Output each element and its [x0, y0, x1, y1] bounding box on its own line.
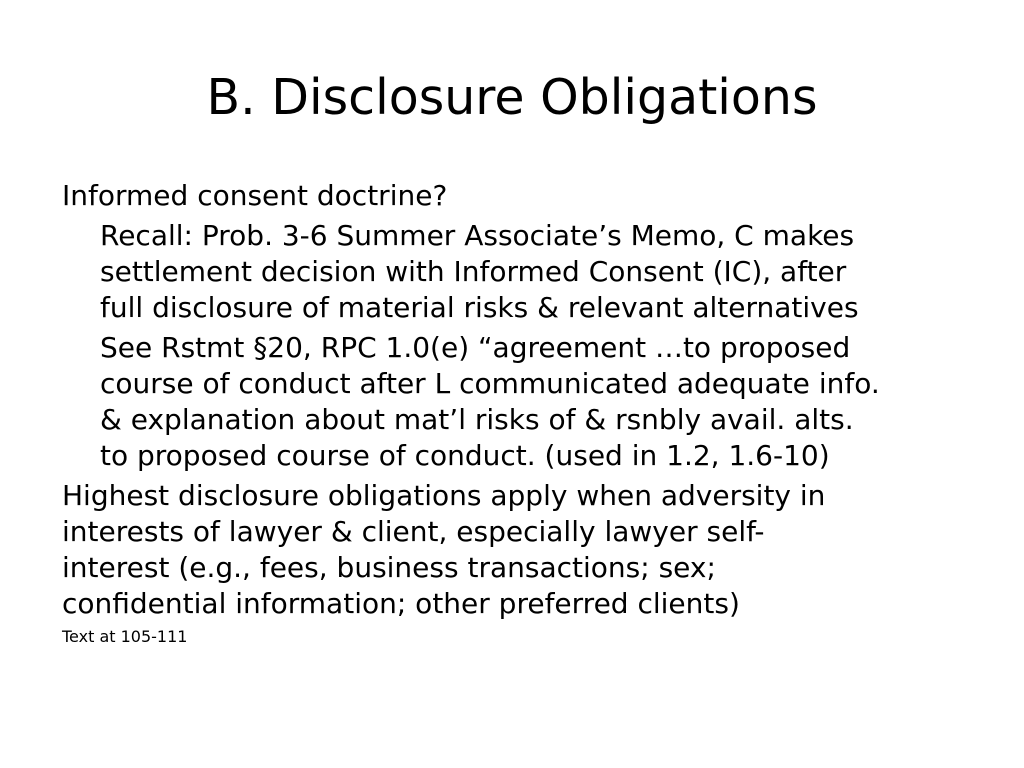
- subpoint-see-rstmt: [62, 330, 982, 474]
- subpoint-line: See Rstmt §20, RPC 1.0(e) “agreement …to proposed: [100, 331, 851, 364]
- bullet-line: Highest disclosure obligations apply when adversity in: [62, 479, 826, 512]
- subpoint-line: & explanation about mat’l risks of & rsnbly avail. alts.: [100, 403, 854, 436]
- bullet-line: Informed consent doctrine?: [62, 179, 448, 212]
- subpoint-line: full disclosure of material risks & relevant alternatives: [100, 291, 859, 324]
- bullet-line: interests of lawyer & client, especially lawyer self-: [62, 515, 765, 548]
- subpoint-line: Recall: Prob. 3-6 Summer Associate’s Memo, C makes: [100, 219, 855, 252]
- bullet-line: interest (e.g., fees, business transactions; sex;: [62, 551, 716, 584]
- bullet-informed-consent: [62, 178, 982, 214]
- bullet-highest-disclosure: [62, 478, 982, 622]
- slide-body: [62, 178, 982, 648]
- subpoint-line: course of conduct after L communicated adequate info.: [100, 367, 880, 400]
- slide-title: B. Disclosure Obligations: [206, 69, 818, 126]
- bullet-line: confidential information; other preferred clients): [62, 587, 740, 620]
- subpoint-recall: [62, 218, 982, 326]
- subpoint-line: to proposed course of conduct. (used in 1.2, 1.6-10): [100, 439, 830, 472]
- source-note: Text at 105-111: [62, 627, 188, 646]
- subpoint-line: settlement decision with Informed Consent (IC), after: [100, 255, 847, 288]
